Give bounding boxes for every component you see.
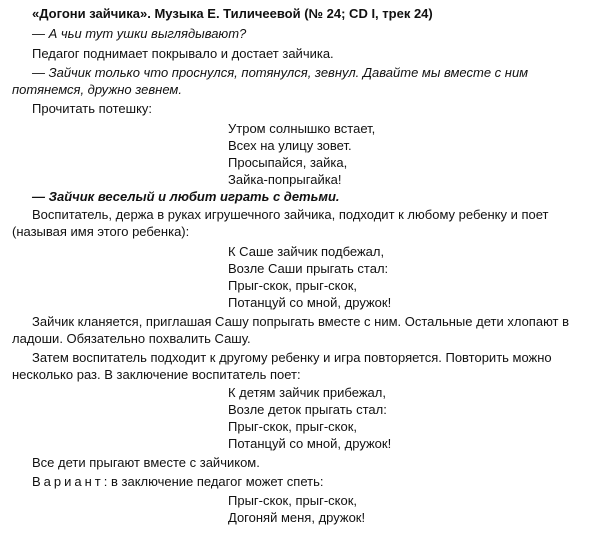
- poem-line: Всех на улицу зовет.: [228, 138, 352, 153]
- section-title: «Догони зайчика». Музыка Е. Тиличеевой (№ 24; CD I, трек 24): [32, 6, 433, 21]
- paragraph: Педагог поднимает покрывало и достает зайчика.: [32, 46, 334, 61]
- paragraph: Все дети прыгают вместе с зайчиком.: [32, 455, 260, 470]
- paragraph: потянемся, дружно зевнем.: [12, 82, 182, 97]
- paragraph: — А чьи тут ушки выглядывают?: [32, 26, 247, 41]
- paragraph: несколько раз. В заключение воспитатель поет:: [12, 367, 301, 382]
- paragraph: Затем воспитатель подходит к другому ребенку и игра повторяется. Повторить можно: [32, 350, 552, 365]
- variant-label: Вариант: [32, 474, 104, 489]
- paragraph: Воспитатель, держа в руках игрушечного зайчика, подходит к любому ребенку и поет: [32, 207, 549, 222]
- poem-line: Прыг-скок, прыг-скок,: [228, 493, 358, 508]
- poem-line: Возле деток прыгать стал:: [228, 402, 387, 417]
- poem-line: Утром солнышко встает,: [228, 121, 376, 136]
- paragraph: — Зайчик только что проснулся, потянулся, зевнул. Давайте мы вместе с ним: [32, 65, 529, 80]
- poem-line: Потанцуй со мной, дружок!: [228, 295, 392, 310]
- poem-line: К Саше зайчик подбежал,: [228, 244, 385, 259]
- variant-paragraph: [32, 474, 323, 490]
- poem-line: Потанцуй со мной, дружок!: [228, 436, 392, 451]
- poem-line: Догоняй меня, дружок!: [228, 510, 366, 525]
- paragraph: — Зайчик веселый и любит играть с детьми.: [32, 189, 340, 204]
- poem-line: Прыг-скок, прыг-скок,: [228, 278, 358, 293]
- poem-line: Просыпайся, зайка,: [228, 155, 348, 170]
- poem-line: Зайка-попрыгайка!: [228, 172, 342, 187]
- poem-line: Прыг-скок, прыг-скок,: [228, 419, 358, 434]
- variant-text: : в заключение педагог может спеть:: [103, 474, 324, 489]
- paragraph: Прочитать потешку:: [32, 101, 153, 116]
- poem-line: К детям зайчик прибежал,: [228, 385, 386, 400]
- paragraph: Зайчик кланяется, приглашая Сашу попрыгать вместе с ним. Остальные дети хлопают в: [32, 314, 569, 329]
- paragraph: (называя имя этого ребенка):: [12, 224, 190, 239]
- paragraph: ладоши. Обязательно похвалить Сашу.: [12, 331, 251, 346]
- poem-line: Возле Саши прыгать стал:: [228, 261, 389, 276]
